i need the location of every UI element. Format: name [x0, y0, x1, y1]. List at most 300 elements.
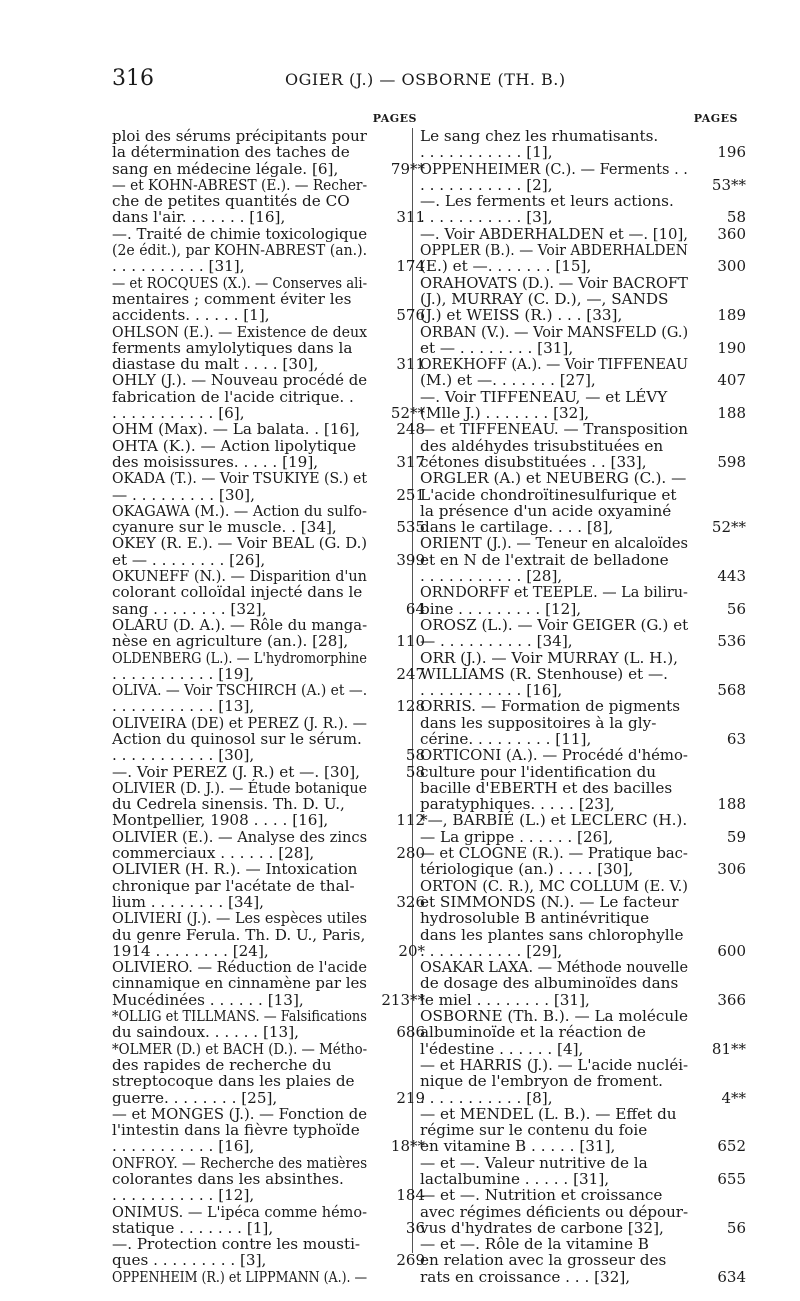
entry-text: OSAKAR LAXA. — Méthode nouvelle	[420, 958, 689, 977]
entry-text: — . . . . . . . . . . [34],	[420, 632, 573, 651]
entry-page-number: 399	[396, 550, 425, 569]
index-entry-line	[420, 698, 738, 714]
entry-text: (J.), MURRAY (C. D.), —, SANDS	[420, 289, 669, 308]
entry-text: —. Protection contre les mousti-	[112, 1235, 361, 1254]
index-entry-line	[112, 485, 425, 504]
entry-text: 1914 . . . . . . . . [24],	[112, 941, 269, 960]
index-entry-line	[112, 355, 425, 374]
entry-text: rats en croissance . . . [32],	[420, 1267, 631, 1286]
index-entry-line	[112, 861, 417, 877]
entry-text: l'intestin dans la fièvre typhoïde	[112, 1121, 360, 1140]
index-entry-line	[112, 617, 417, 633]
entry-text: . . . . . . . . . . . [28],	[420, 567, 563, 586]
entry-text: mentaires ; comment éviter les	[112, 289, 352, 308]
entry-page-number: 360	[717, 224, 746, 243]
entry-text: dans le cartilage. . . . [8],	[420, 518, 614, 537]
entry-text: OHLY (J.). — Nouveau procédé de	[112, 371, 368, 390]
entry-text: ORAHOVATS (D.). — Voir BACROFT	[420, 273, 688, 292]
index-entry-line	[112, 470, 417, 486]
entry-text: culture pour l'identification du	[420, 762, 657, 781]
index-entry-line	[420, 878, 738, 894]
entry-text: dans les plantes sans chlorophylle	[420, 925, 684, 944]
entry-text: nique de l'embryon de froment.	[420, 1072, 663, 1091]
entry-page-number: 600	[717, 941, 746, 960]
index-entry-line	[112, 878, 417, 894]
index-entry-line	[420, 371, 746, 390]
entry-page-number: 366	[717, 990, 746, 1009]
entry-page-number: 112	[396, 811, 425, 830]
entry-page-number: 20*	[398, 941, 425, 960]
index-entry-line	[420, 175, 746, 194]
entry-page-number: 306	[717, 860, 746, 879]
entry-text: (E.) et —. . . . . . . [15],	[420, 257, 592, 276]
entry-page-number: 311	[396, 355, 425, 374]
entry-text: albuminoïde et la réaction de	[420, 1023, 646, 1042]
index-entry-line	[420, 404, 746, 423]
entry-text: dans l'air. . . . . . . [16],	[112, 208, 286, 227]
index-entry-line	[420, 208, 746, 227]
index-entry-line	[112, 731, 417, 747]
entry-page-number: 311	[396, 208, 425, 227]
entry-text: . . . . . . . . . . . [3],	[420, 208, 553, 227]
entry-text: che de petites quantités de CO	[112, 192, 350, 211]
entry-text: lactalbumine . . . . . [31],	[420, 1170, 610, 1188]
index-entry-line	[420, 487, 738, 503]
index-entry-line	[112, 1204, 417, 1220]
entry-text: cinnamique en cinnamène par les	[112, 974, 367, 993]
entry-text: OLIVIERI (J.). — Les espèces utiles	[112, 909, 367, 928]
index-entry-line	[420, 1267, 746, 1286]
index-entry-line	[420, 1187, 738, 1203]
index-entry-line	[420, 894, 738, 910]
entry-text: avec régimes déficients ou dépour-	[420, 1202, 689, 1221]
entry-text: OKEY (R. E.). — Voir BEAL (G. D.)	[112, 534, 368, 553]
index-entry-line	[420, 128, 738, 144]
entry-text: L'acide chondroïtinesulfurique et	[420, 485, 677, 504]
entry-text: ORTON (C. R.), MC COLLUM (E. V.)	[420, 876, 688, 895]
entry-page-number: 79**	[390, 159, 425, 178]
entry-text: — et KOHN-ABREST (E.). — Recher-	[112, 175, 368, 194]
entry-text: commerciaux . . . . . . [28],	[112, 844, 315, 863]
entry-text: colorant colloïdal injecté dans le	[112, 583, 363, 602]
index-entry-line	[420, 681, 746, 700]
index-entry-line	[420, 535, 738, 551]
entry-page-number: 568	[717, 681, 746, 700]
index-entry-line	[112, 177, 417, 193]
index-entry-line	[112, 242, 417, 258]
index-entry-line	[420, 827, 746, 846]
entry-text: OLDENBERG (L.). — L'hydromorphine	[112, 648, 367, 667]
entry-text: . . . . . . . . . . . [16],	[420, 681, 563, 700]
index-entry-line	[420, 650, 738, 666]
index-entry-line	[420, 617, 738, 633]
entry-text: Montpellier, 1908 . . . . [16],	[112, 811, 329, 830]
entry-text: OHM (Max). — La balata. . [16],	[112, 420, 360, 439]
index-entry-line	[420, 1204, 738, 1220]
index-entry-line	[420, 860, 746, 879]
index-entry-line	[112, 340, 417, 356]
index-entry-line	[420, 438, 738, 454]
index-entry-line	[112, 990, 425, 1009]
index-entry-line	[112, 452, 425, 471]
index-entry-line	[112, 144, 417, 160]
index-entry-line	[420, 795, 746, 814]
entry-text: vus d'hydrates de carbone [32],	[420, 1218, 664, 1237]
index-entry-line	[112, 829, 417, 845]
entry-page-number: 213**	[381, 990, 425, 1009]
entry-text: Le sang chez les rhumatisants.	[420, 127, 659, 145]
entry-text: Mucédinées . . . . . . [13],	[112, 990, 304, 1009]
index-entry-line	[420, 812, 738, 828]
entry-text: . . . . . . . . . . . [29],	[420, 941, 563, 960]
entry-text: ploi des sérums précipitants pour	[112, 127, 367, 145]
entry-text: — La grippe . . . . . . [26],	[420, 827, 614, 846]
entry-text: nèse en agriculture (an.). [28],	[112, 632, 349, 651]
entry-text: en vitamine B . . . . . [31],	[420, 1137, 616, 1156]
entry-text: — . . . . . . . . . [30],	[112, 485, 255, 504]
index-entry-line	[112, 975, 417, 991]
index-entry-line	[112, 1155, 417, 1171]
entry-text: bacille d'EBERTH et des bacilles	[420, 778, 673, 797]
index-entry-line	[112, 226, 417, 242]
entry-page-number: 128	[396, 697, 425, 716]
entry-text: — et CLOGNE (R.). — Pratique bac-	[420, 844, 688, 863]
entry-text: la détermination des taches de	[112, 143, 350, 162]
entry-text: OKADA (T.). — Voir TSUKIYE (S.) et	[112, 469, 368, 488]
index-entry-line	[112, 128, 417, 144]
entry-text: régime sur le contenu du foie	[420, 1121, 648, 1140]
index-entry-line	[112, 910, 417, 926]
index-entry-line	[112, 941, 425, 960]
index-entry-line	[420, 584, 738, 600]
entry-text: hydrosoluble B antinévritique	[420, 909, 650, 928]
entry-text: OREKHOFF (A.). — Voir TIFFENEAU	[420, 355, 689, 374]
entry-text: (Mlle J.) . . . . . . . [32],	[420, 404, 590, 423]
entry-text: . . . . . . . . . . . [12],	[112, 1186, 255, 1205]
entry-text: — et —. Valeur nutritive de la	[420, 1153, 648, 1172]
index-entry-line	[420, 1252, 738, 1268]
index-entry-line	[112, 1057, 417, 1073]
index-entry-line	[420, 959, 738, 975]
pages-label: PAGES	[372, 112, 417, 125]
entry-text: . . . . . . . . . . . [6],	[112, 404, 245, 423]
index-entry-line	[112, 1023, 425, 1042]
entry-text: OLIVA. — Voir TSCHIRCH (A.) et —.	[112, 681, 368, 700]
entry-text: . . . . . . . . . . . [1],	[420, 143, 553, 162]
index-entry-line	[112, 584, 417, 600]
index-entry-line	[112, 1269, 417, 1285]
entry-page-number: 652	[717, 1137, 746, 1156]
entry-text: OLIVIER (E.). — Analyse des zincs	[112, 827, 368, 846]
entry-page-number: 686	[396, 1023, 425, 1042]
index-entry-line	[420, 518, 746, 537]
index-entry-line	[112, 389, 417, 405]
entry-text: fabrication de l'acide citrique. .	[112, 387, 354, 406]
index-entry-line	[112, 1137, 425, 1156]
index-entry-line	[112, 1106, 417, 1122]
entry-page-number: 251	[396, 485, 425, 504]
index-entry-line	[112, 1122, 417, 1138]
entry-text: bine . . . . . . . . . [12],	[420, 599, 582, 618]
index-entry-line	[112, 438, 417, 454]
index-entry-line	[112, 599, 425, 618]
entry-page-number: 269	[396, 1251, 425, 1270]
entry-text: des aldéhydes trisubstituées en	[420, 436, 664, 455]
index-entry-line	[420, 389, 738, 405]
entry-text: (2e édit.), par KOHN-ABREST (an.).	[112, 241, 368, 260]
index-entry-line	[420, 356, 738, 372]
index-entry-line	[420, 452, 746, 471]
entry-text: OPPENHEIMER (C.). — Ferments . .	[420, 159, 688, 178]
entry-text: ORR (J.). — Voir MURRAY (L. H.),	[420, 648, 678, 667]
entry-text: *OLLIG et TILLMANS. — Falsifications	[112, 1007, 367, 1026]
index-entry-line	[112, 892, 425, 911]
entry-text: dans les suppositoires à la gly-	[420, 713, 657, 732]
entry-text: cétones disubstituées . . [33],	[420, 452, 647, 471]
index-entry-line	[112, 324, 417, 340]
entry-page-number: 58	[726, 208, 746, 227]
entry-text: sang en médecine légale. [6],	[112, 159, 339, 178]
index-entry-line	[112, 682, 417, 698]
entry-text: streptocoque dans les plaies de	[112, 1072, 355, 1091]
index-entry-line	[420, 632, 746, 651]
index-entry-line	[112, 746, 425, 765]
index-entry-line	[112, 650, 417, 666]
index-entry-line	[112, 1088, 425, 1107]
entry-text: OROSZ (L.). — Voir GEIGER (G.) et	[420, 615, 689, 634]
index-entry-line	[112, 518, 425, 537]
index-entry-line	[420, 666, 738, 682]
index-entry-line	[420, 1170, 746, 1188]
entry-text: *OLMER (D.) et BACH (D.). — Métho-	[112, 1039, 368, 1058]
index-entry-line	[112, 1041, 417, 1057]
entry-text: ONIMUS. — L'ipéca comme hémo-	[112, 1202, 367, 1221]
pages-label: PAGES	[693, 112, 738, 125]
index-entry-line	[420, 990, 746, 1009]
entry-text: WILLIAMS (R. Stenhouse) et —.	[420, 664, 668, 683]
index-entry-line	[112, 632, 425, 651]
index-entry-line	[420, 470, 738, 486]
index-entry-line	[420, 1122, 738, 1138]
entry-text: diastase du malt . . . . [30],	[112, 355, 319, 374]
entry-text: guerre. . . . . . . . [25],	[112, 1088, 278, 1107]
index-entry-line	[420, 161, 738, 177]
entry-text: des rapides de recherche du	[112, 1055, 332, 1074]
entry-page-number: 247	[396, 664, 425, 683]
index-entry-line	[112, 275, 417, 291]
index-entry-line	[420, 257, 746, 276]
entry-text: ORNDORFF et TEEPLE. — La biliru-	[420, 583, 688, 602]
index-entry-line	[420, 1057, 738, 1073]
index-entry-line	[112, 503, 417, 519]
index-entry-line	[112, 780, 417, 796]
index-entry-line	[112, 568, 417, 584]
index-entry-line	[420, 729, 746, 748]
entry-text: paratyphiques. . . . . [23],	[420, 795, 615, 814]
index-entry-line	[112, 1008, 417, 1024]
entry-text: (M.) et —. . . . . . . [27],	[420, 371, 596, 390]
entry-text: OPPLER (B.). — Voir ABDERHALDEN	[420, 241, 688, 260]
index-entry-line	[112, 697, 425, 716]
index-entry-line	[420, 1155, 738, 1171]
index-entry-line	[420, 1088, 746, 1107]
entry-page-number: 576	[396, 306, 425, 325]
index-entry-line	[420, 910, 738, 926]
entry-page-number: 190	[717, 338, 746, 357]
entry-text: du genre Ferula. Th. D. U., Paris,	[112, 925, 366, 944]
index-entry-line	[112, 1186, 425, 1205]
entry-text: cyanure sur le muscle. . [34],	[112, 518, 337, 537]
entry-text: (J.) et WEISS (R.) . . . [33],	[420, 306, 623, 325]
entry-text: . . . . . . . . . . . [19],	[112, 664, 255, 683]
entry-page-number: 184	[396, 1186, 425, 1205]
index-entry-line	[112, 420, 425, 439]
index-entry-line	[112, 193, 417, 209]
entry-text: statique . . . . . . . [1],	[112, 1218, 274, 1237]
entry-text: — et HARRIS (J.). — L'acide nucléi-	[420, 1055, 689, 1074]
entry-text: cérine. . . . . . . . . [11],	[420, 729, 592, 748]
entry-text: ques . . . . . . . . . [3],	[112, 1251, 267, 1270]
index-entry-line	[420, 599, 746, 618]
entry-page-number: 52**	[711, 518, 746, 537]
entry-text: du saindoux. . . . . . [13],	[112, 1023, 299, 1042]
index-entry-line	[420, 1218, 746, 1237]
entry-page-number: 174	[396, 257, 425, 276]
right-column	[420, 112, 746, 1286]
index-entry-line	[420, 1106, 738, 1122]
entry-page-number: 188	[717, 795, 746, 814]
index-entry-line	[112, 715, 417, 731]
index-entry-line	[420, 1008, 738, 1024]
index-entry-line	[420, 338, 746, 357]
entry-page-number: 63	[726, 729, 746, 748]
index-entry-line	[420, 224, 746, 243]
entry-page-number: 188	[717, 404, 746, 423]
entry-page-number: 280	[396, 844, 425, 863]
index-entry-line	[420, 975, 738, 991]
index-entry-line	[420, 306, 746, 325]
entry-text: . . . . . . . . . . . [8],	[420, 1088, 553, 1107]
entry-text: ORRIS. — Formation de pigments	[420, 697, 681, 716]
index-entry-line	[420, 1137, 746, 1156]
index-entry-line	[112, 1073, 417, 1089]
entry-text: —. Voir TIFFENEAU, — et LÉVY	[420, 387, 668, 406]
entry-text: accidents. . . . . . [1],	[112, 306, 270, 325]
page-number: 316	[112, 66, 154, 91]
entry-text: —. Voir ABDERHALDEN et —. [10],	[420, 224, 689, 243]
entry-text: du Cedrela sinensis. Th. D. U.,	[112, 795, 345, 814]
entry-page-number: 53**	[711, 175, 746, 194]
left-column	[112, 112, 425, 1286]
entry-text: —. Traité de chimie toxicologique	[112, 224, 368, 243]
index-entry-line	[420, 552, 738, 568]
entry-text: et — . . . . . . . . [26],	[112, 550, 266, 569]
entry-text: et SIMMONDS (N.). — Le facteur	[420, 892, 679, 911]
entry-page-number: 655	[717, 1170, 746, 1188]
entry-text: —. Voir PEREZ (J. R.) et —. [30],	[112, 762, 360, 781]
entry-text: ONFROY. — Recherche des matières	[112, 1153, 368, 1172]
entry-text: OPPENHEIM (R.) et LIPPMANN (A.). —	[112, 1267, 368, 1286]
index-entry-line	[112, 1218, 425, 1237]
entry-page-number: 326	[396, 892, 425, 911]
index-entry-line	[112, 959, 417, 975]
entry-text: . . . . . . . . . . . [16],	[112, 1137, 255, 1156]
entry-page-number: 407	[717, 371, 746, 390]
entry-text: ORGLER (A.) et NEUBERG (C.). —	[420, 469, 687, 488]
entry-text: OLIVIERO. — Réduction de l'acide	[112, 958, 367, 977]
index-entry-line	[420, 747, 738, 763]
entry-page-number: 634	[717, 1267, 746, 1286]
entry-text: . . . . . . . . . . . [13],	[112, 697, 255, 716]
entry-text: . . . . . . . . . . [31],	[112, 257, 245, 276]
index-entry-line	[420, 1236, 738, 1252]
index-entry-line	[420, 764, 738, 780]
index-entry-line	[420, 291, 738, 307]
entry-page-number: 443	[717, 567, 746, 586]
index-entry-line	[112, 811, 425, 830]
entry-text: ferments amylolytiques dans la	[112, 338, 353, 357]
entry-text: chronique par l'acétate de thal-	[112, 876, 355, 895]
index-entry-line	[420, 324, 738, 340]
entry-text: tériologique (an.) . . . . [30],	[420, 860, 634, 879]
entry-page-number: 64	[405, 599, 425, 618]
entry-text: et — . . . . . . . . [31],	[420, 338, 574, 357]
index-entry-line	[112, 796, 417, 812]
index-entry-line	[112, 844, 425, 863]
entry-text: la présence d'un acide oxyaminé	[420, 501, 672, 520]
index-entry-line	[420, 1039, 746, 1058]
entry-page-number: 58	[405, 762, 425, 781]
entry-text: OLIVIER (H. R.). — Intoxication	[112, 860, 358, 879]
index-entry-line	[420, 941, 746, 960]
index-entry-line	[112, 762, 425, 781]
index-entry-line	[420, 780, 738, 796]
entry-text: . . . . . . . . . . . [30],	[112, 746, 255, 765]
entry-text: — et TIFFENEAU. — Transposition	[420, 420, 688, 439]
index-entry-line	[420, 421, 738, 437]
index-entry-line	[420, 715, 738, 731]
entry-text: OLIVIER (D. J.). — Étude botanique	[112, 778, 368, 797]
index-entry-line	[420, 275, 738, 291]
entry-text: OKAGAWA (M.). — Action du sulfo-	[112, 501, 367, 520]
index-entry-line	[420, 193, 738, 209]
entry-page-number: 189	[717, 306, 746, 325]
entry-text: lium . . . . . . . . [34],	[112, 892, 264, 911]
entry-text: OSBORNE (Th. B.). — La molécule	[420, 1007, 688, 1026]
index-entry-line	[112, 159, 425, 178]
entry-text: et en N de l'extrait de belladone	[420, 550, 669, 569]
entry-text: de dosage des albuminoïdes dans	[420, 974, 679, 993]
entry-text: sang . . . . . . . . [32],	[112, 599, 267, 618]
entry-page-number: 536	[717, 632, 746, 651]
index-entry-line	[112, 291, 417, 307]
entry-text: OLARU (D. A.). — Rôle du manga-	[112, 615, 368, 634]
entry-page-number: 81**	[711, 1039, 746, 1058]
entry-text: en relation avec la grosseur des	[420, 1251, 667, 1270]
entry-text: — et —. Nutrition et croissance	[420, 1186, 663, 1205]
index-entry-line	[420, 1024, 738, 1040]
entry-page-number: 300	[717, 257, 746, 276]
index-entry-line	[112, 1171, 417, 1187]
entry-text: — et MONGES (J.). — Fonction de	[112, 1104, 367, 1123]
entry-text: ORIENT (J.). — Teneur en alcaloïdes	[420, 534, 689, 553]
entry-text: — et —. Rôle de la vitamine B	[420, 1235, 649, 1254]
entry-page-number: 317	[396, 452, 425, 471]
entry-page-number: 535	[396, 518, 425, 537]
entry-text: OLIVEIRA (DE) et PEREZ (J. R.). —	[112, 713, 368, 732]
entry-text: ORTICONI (A.). — Procédé d'hémo-	[420, 746, 688, 765]
entry-page-number: 196	[717, 143, 746, 162]
